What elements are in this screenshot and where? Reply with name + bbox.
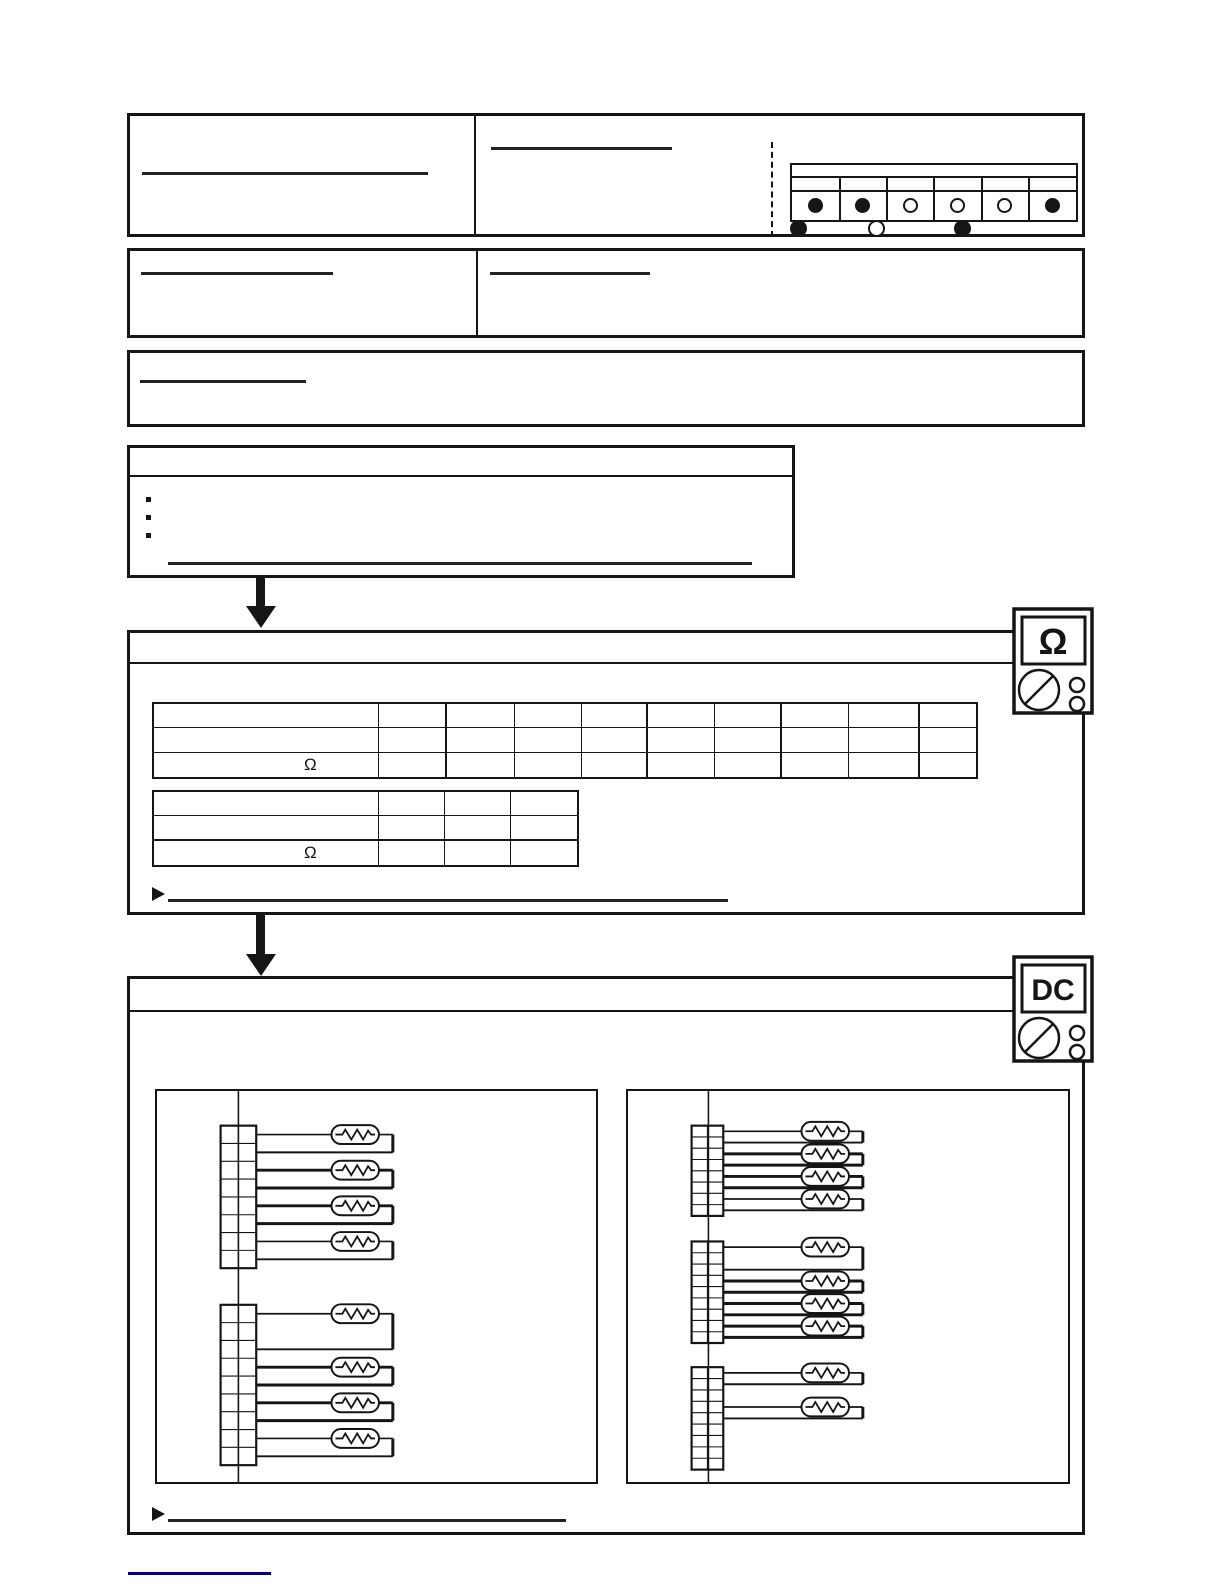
spec-cell xyxy=(849,704,920,728)
resistance-spec-table-small xyxy=(152,790,579,867)
result-blank-line xyxy=(168,899,728,902)
filled-pin xyxy=(790,220,807,237)
filled-pin xyxy=(954,220,971,237)
info-box xyxy=(127,248,1085,338)
spec-cell xyxy=(511,841,577,865)
spec-cell xyxy=(511,816,577,841)
spec-cell xyxy=(379,792,445,816)
harness-pin-row xyxy=(790,220,975,237)
result-pointer-icon xyxy=(152,1507,165,1521)
spec-cell xyxy=(849,753,920,777)
header-divider xyxy=(474,116,476,234)
blank-text-line xyxy=(168,562,752,565)
spec-cell xyxy=(379,816,445,841)
precheck-title-divider xyxy=(129,475,793,477)
spec-cell xyxy=(515,728,582,753)
spec-cell xyxy=(648,704,715,728)
spec-cell xyxy=(379,728,447,753)
spec-cell xyxy=(715,704,782,728)
blank-text-line xyxy=(141,272,333,275)
meter-jack xyxy=(1070,697,1084,711)
open-pin xyxy=(997,198,1012,213)
spec-cell xyxy=(715,728,782,753)
open-pin xyxy=(950,198,965,213)
spec-cell xyxy=(154,704,379,728)
spec-cell xyxy=(379,753,447,777)
spec-cell xyxy=(445,841,511,865)
precheck-box xyxy=(127,445,795,578)
spec-cell xyxy=(715,753,782,777)
right-circuit-diagram xyxy=(626,1089,1070,1484)
meter-display-label: Ω xyxy=(1038,621,1068,662)
meter-jack xyxy=(1070,678,1084,692)
voltmeter-icon xyxy=(1012,955,1096,1065)
spec-cell xyxy=(445,792,511,816)
bullet-square xyxy=(146,515,151,520)
spec-cell xyxy=(379,841,445,865)
spec-cell xyxy=(511,792,577,816)
blank-text-line xyxy=(142,172,428,175)
spec-cell xyxy=(447,704,515,728)
result-blank-line xyxy=(168,1519,566,1522)
dashed-separator xyxy=(771,142,773,237)
meter-jack xyxy=(1070,1026,1084,1040)
spec-cell xyxy=(515,753,582,777)
spec-cell xyxy=(920,753,976,777)
bullet-square xyxy=(146,533,151,538)
meter-display-label: DC xyxy=(1031,974,1075,1007)
spec-cell xyxy=(447,728,515,753)
bullet-square xyxy=(146,497,151,502)
spec-cell xyxy=(782,704,849,728)
left-circuit-diagram xyxy=(155,1089,598,1484)
spec-cell xyxy=(920,728,976,753)
unit-label: Ω xyxy=(154,753,379,777)
unit-label: Ω xyxy=(154,841,379,865)
resistance-spec-table-wide xyxy=(152,702,978,779)
open-pin xyxy=(868,220,885,237)
note-box xyxy=(127,350,1085,427)
blank-text-line xyxy=(140,380,306,383)
spec-cell xyxy=(582,704,648,728)
filled-pin xyxy=(855,198,870,213)
flow-arrow-down-head xyxy=(246,606,276,628)
flow-arrow-down xyxy=(256,915,265,956)
spec-cell xyxy=(154,816,379,841)
step-title-divider xyxy=(129,1010,1083,1012)
spec-cell xyxy=(445,816,511,841)
spec-cell xyxy=(782,728,849,753)
footer-link-underline[interactable] xyxy=(128,1572,271,1575)
spec-cell xyxy=(849,728,920,753)
terminal-pin-chart xyxy=(790,163,1078,222)
blank-text-line xyxy=(490,272,650,275)
meter-jack xyxy=(1070,1045,1084,1059)
spec-cell xyxy=(648,728,715,753)
spec-cell xyxy=(515,704,582,728)
spec-cell xyxy=(154,728,379,753)
open-pin xyxy=(903,198,918,213)
spec-cell xyxy=(154,792,379,816)
spec-cell xyxy=(782,753,849,777)
filled-pin xyxy=(1045,198,1060,213)
spec-cell xyxy=(582,753,648,777)
spec-cell xyxy=(648,753,715,777)
spec-cell xyxy=(582,728,648,753)
blank-text-line xyxy=(491,147,672,150)
spec-cell xyxy=(447,753,515,777)
info-divider xyxy=(476,251,478,335)
pin-state-row xyxy=(792,191,1076,220)
spec-cell xyxy=(920,704,976,728)
flow-arrow-down xyxy=(256,578,265,608)
step-title-divider xyxy=(129,662,1083,664)
result-pointer-icon xyxy=(152,887,165,901)
ohmmeter-icon xyxy=(1012,607,1096,717)
flow-arrow-down-head xyxy=(246,954,276,976)
filled-pin xyxy=(808,198,823,213)
spec-cell xyxy=(379,704,447,728)
